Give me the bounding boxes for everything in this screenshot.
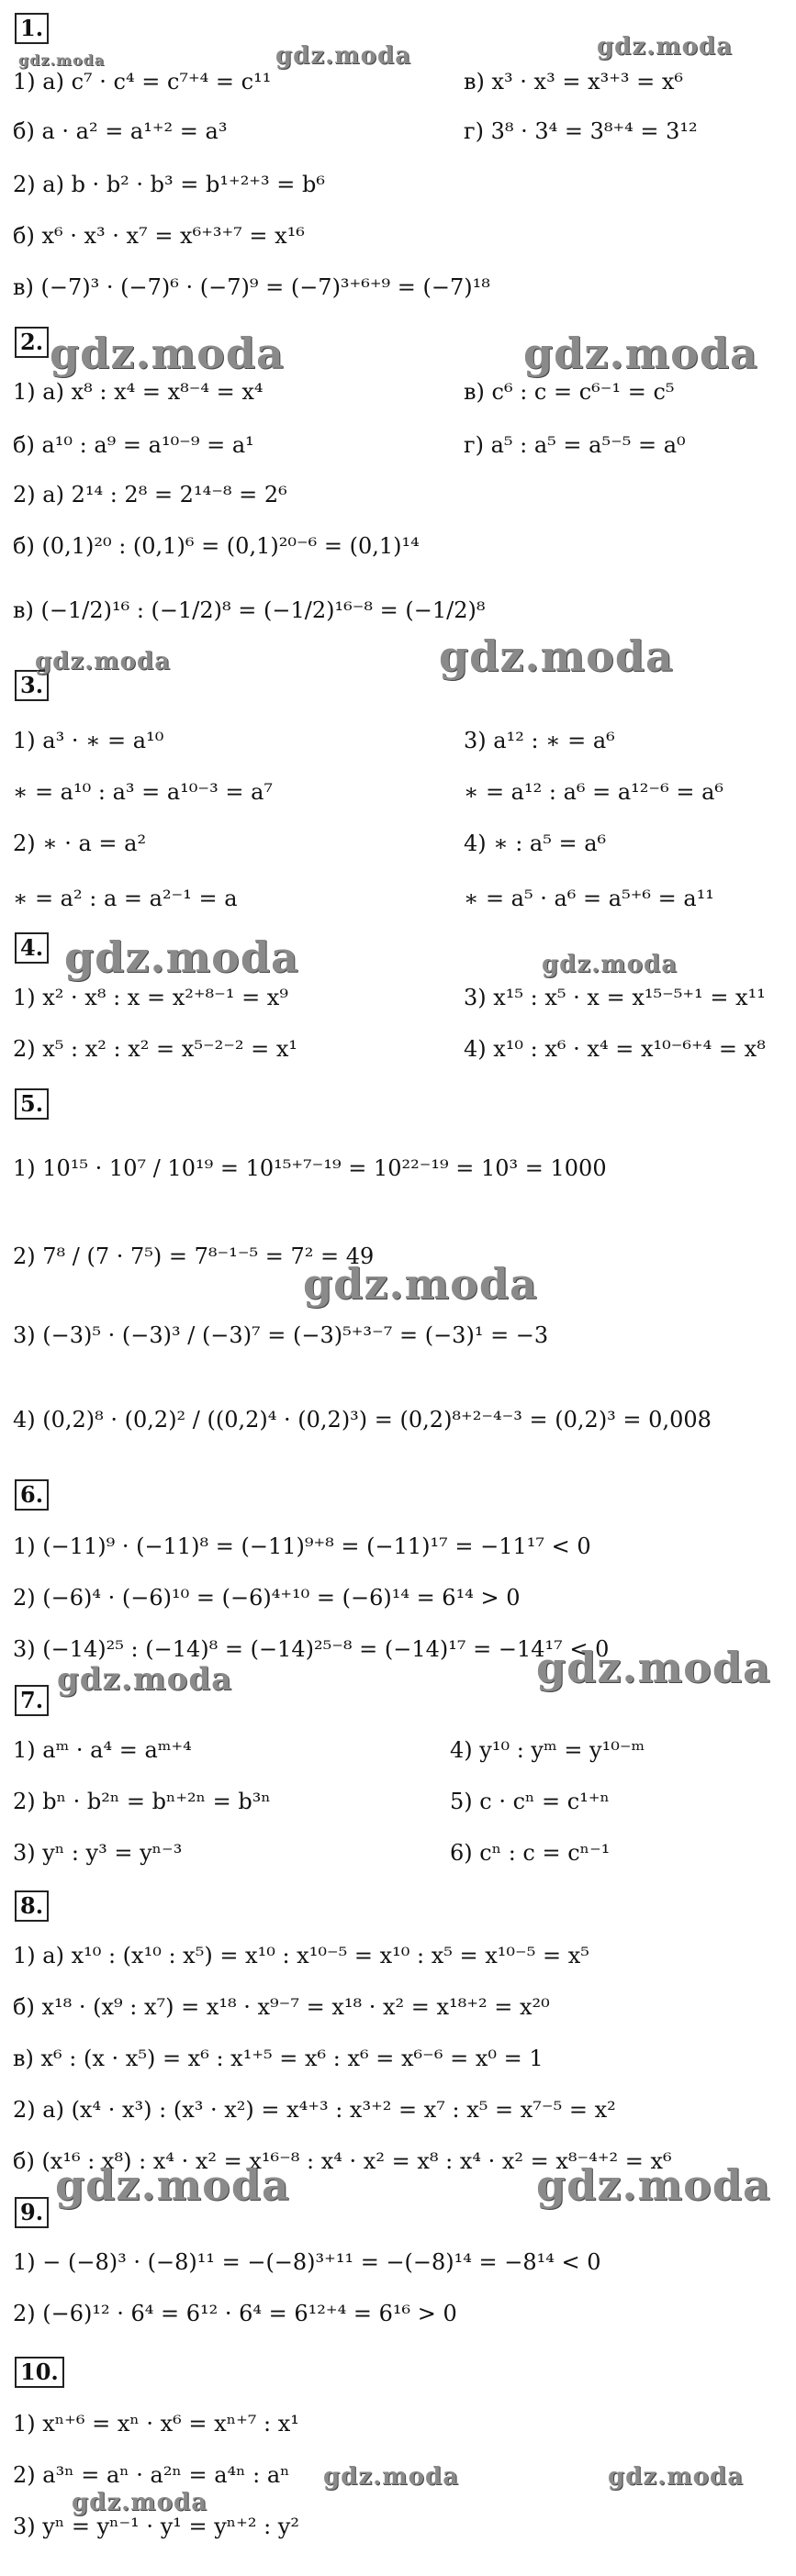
task-7-line-4: 5) c · cⁿ = c¹⁺ⁿ — [450, 1789, 610, 1814]
task-1-line-3: б) a · a² = a¹⁺² = a³ — [13, 118, 228, 144]
task-4-line-4: 4) x¹⁰ : x⁶ · x⁴ = x¹⁰⁻⁶⁺⁴ = x⁸ — [464, 1036, 766, 1062]
task-number-7: 7. — [15, 1685, 49, 1716]
task-1-line-4: г) 3⁸ · 3⁴ = 3⁸⁺⁴ = 3¹² — [464, 118, 698, 144]
task-9-line-2: 2) (−6)¹² · 6⁴ = 6¹² · 6⁴ = 6¹²⁺⁴ = 6¹⁶ > 0 — [13, 2301, 457, 2326]
task-7-line-6: 6) cⁿ : c = cⁿ⁻¹ — [450, 1840, 611, 1866]
task-number-6: 6. — [15, 1479, 49, 1511]
task-3-line-4: ∗ = a¹² : a⁶ = a¹²⁻⁶ = a⁶ — [464, 779, 724, 805]
task-5-line-1: 1) 10¹⁵ · 10⁷ / 10¹⁹ = 10¹⁵⁺⁷⁻¹⁹ = 10²²⁻¹⁹ = 10³ = 1000 — [13, 1155, 607, 1181]
task-2-line-6: б) (0,1)²⁰ : (0,1)⁶ = (0,1)²⁰⁻⁶ = (0,1)¹⁴ — [13, 533, 420, 559]
task-6-line-1: 1) (−11)⁹ · (−11)⁸ = (−11)⁹⁺⁸ = (−11)¹⁷ = −11¹⁷ < 0 — [13, 1533, 591, 1559]
watermark: gdz.moda — [439, 631, 674, 681]
task-2-line-4: г) a⁵ : a⁵ = a⁵⁻⁵ = a⁰ — [464, 432, 686, 458]
task-3-line-8: ∗ = a⁵ · a⁶ = a⁵⁺⁶ = a¹¹ — [464, 886, 714, 911]
task-10-line-1: 1) xⁿ⁺⁶ = xⁿ · x⁶ = xⁿ⁺⁷ : x¹ — [13, 2411, 299, 2437]
task-8-line-1: 1) а) x¹⁰ : (x¹⁰ : x⁵) = x¹⁰ : x¹⁰⁻⁵ = x¹⁰ : x⁵ = x¹⁰⁻⁵ = x⁵ — [13, 1943, 589, 1968]
task-number-3: 3. — [15, 670, 49, 701]
task-number-1: 1. — [15, 13, 49, 44]
task-5-line-3: 3) (−3)⁵ · (−3)³ / (−3)⁷ = (−3)⁵⁺³⁻⁷ = (−3)¹ = −3 — [13, 1322, 549, 1348]
task-3-line-6: 4) ∗ : a⁵ = a⁶ — [464, 831, 607, 856]
watermark: gdz.moda — [275, 42, 412, 70]
task-2-line-1: 1) а) x⁸ : x⁴ = x⁸⁻⁴ = x⁴ — [13, 379, 263, 405]
watermark: gdz.moda — [35, 648, 172, 675]
task-2-line-3: б) a¹⁰ : a⁹ = a¹⁰⁻⁹ = a¹ — [13, 432, 254, 458]
watermark: gdz.moda — [57, 1661, 233, 1698]
task-3-line-1: 1) a³ · ∗ = a¹⁰ — [13, 728, 164, 753]
watermark: gdz.moda — [303, 1259, 538, 1309]
task-5-line-2: 2) 7⁸ / (7 · 7⁵) = 7⁸⁻¹⁻⁵ = 7² = 49 — [13, 1243, 375, 1269]
task-7-line-5: 3) yⁿ : y³ = yⁿ⁻³ — [13, 1840, 183, 1866]
watermark: gdz.moda — [536, 1643, 771, 1692]
watermark: gdz.moda — [64, 932, 299, 982]
task-1-line-1: 1) а) c⁷ · c⁴ = c⁷⁺⁴ = c¹¹ — [13, 69, 272, 95]
task-3-line-3: ∗ = a¹⁰ : a³ = a¹⁰⁻³ = a⁷ — [13, 779, 274, 805]
task-number-4: 4. — [15, 932, 49, 964]
task-9-line-1: 1) − (−8)³ · (−8)¹¹ = −(−8)³⁺¹¹ = −(−8)¹⁴ = −8¹⁴ < 0 — [13, 2249, 601, 2275]
watermark: gdz.moda — [323, 2463, 460, 2491]
watermark: gdz.moda — [50, 329, 285, 378]
task-4-line-3: 2) x⁵ : x² : x² = x⁵⁻²⁻² = x¹ — [13, 1036, 298, 1062]
task-7-line-3: 2) bⁿ · b²ⁿ = bⁿ⁺²ⁿ = b³ⁿ — [13, 1789, 271, 1814]
task-4-line-1: 1) x² · x⁸ : x = x²⁺⁸⁻¹ = x⁹ — [13, 985, 288, 1010]
task-3-line-2: 3) a¹² : ∗ = a⁶ — [464, 728, 615, 753]
task-4-line-2: 3) x¹⁵ : x⁵ · x = x¹⁵⁻⁵⁺¹ = x¹¹ — [464, 985, 766, 1010]
task-3-line-5: 2) ∗ · a = a² — [13, 831, 147, 856]
watermark: gdz.moda — [608, 2463, 745, 2491]
task-7-line-1: 1) aᵐ · a⁴ = aᵐ⁺⁴ — [13, 1737, 192, 1763]
watermark: gdz.moda — [18, 51, 106, 69]
task-10-line-2: 2) a³ⁿ = aⁿ · a²ⁿ = a⁴ⁿ : aⁿ — [13, 2462, 290, 2488]
task-1-line-2: в) x³ · x³ = x³⁺³ = x⁶ — [464, 69, 684, 95]
task-1-line-6: б) x⁶ · x³ · x⁷ = x⁶⁺³⁺⁷ = x¹⁶ — [13, 223, 305, 249]
task-2-line-7: в) (−1/2)¹⁶ : (−1/2)⁸ = (−1/2)¹⁶⁻⁸ = (−1/2)⁸ — [13, 597, 486, 623]
task-10-line-3: 3) yⁿ = yⁿ⁻¹ · y¹ = yⁿ⁺² : y² — [13, 2514, 299, 2539]
task-6-line-3: 3) (−14)²⁵ : (−14)⁸ = (−14)²⁵⁻⁸ = (−14)¹⁷ = −14¹⁷ < 0 — [13, 1636, 610, 1662]
watermark: gdz.moda — [542, 951, 678, 978]
task-3-line-7: ∗ = a² : a = a²⁻¹ = a — [13, 886, 238, 911]
watermark: gdz.moda — [55, 2160, 290, 2210]
task-8-line-5: б) (x¹⁶ : x⁸) : x⁴ · x² = x¹⁶⁻⁸ : x⁴ · x² = x⁸ : x⁴ · x² = x⁸⁻⁴⁺² = x⁶ — [13, 2148, 672, 2174]
task-8-line-2: б) x¹⁸ · (x⁹ : x⁷) = x¹⁸ · x⁹⁻⁷ = x¹⁸ · x² = x¹⁸⁺² = x²⁰ — [13, 1994, 550, 2020]
watermark: gdz.moda — [597, 33, 734, 61]
task-5-line-4: 4) (0,2)⁸ · (0,2)² / ((0,2)⁴ · (0,2)³) = (0,2)⁸⁺²⁻⁴⁻³ = (0,2)³ = 0,008 — [13, 1407, 712, 1433]
task-1-line-7: в) (−7)³ · (−7)⁶ · (−7)⁹ = (−7)³⁺⁶⁺⁹ = (−7)¹⁸ — [13, 274, 490, 300]
task-7-line-2: 4) y¹⁰ : yᵐ = y¹⁰⁻ᵐ — [450, 1737, 645, 1763]
task-6-line-2: 2) (−6)⁴ · (−6)¹⁰ = (−6)⁴⁺¹⁰ = (−6)¹⁴ = 6¹⁴ > 0 — [13, 1585, 521, 1611]
task-number-9: 9. — [15, 2197, 49, 2228]
task-8-line-3: в) x⁶ : (x · x⁵) = x⁶ : x¹⁺⁵ = x⁶ : x⁶ = x⁶⁻⁶ = x⁰ = 1 — [13, 2046, 544, 2071]
watermark: gdz.moda — [523, 329, 758, 378]
task-number-2: 2. — [15, 327, 49, 358]
task-1-line-5: 2) а) b · b² · b³ = b¹⁺²⁺³ = b⁶ — [13, 172, 325, 197]
task-number-8: 8. — [15, 1890, 49, 1922]
task-number-5: 5. — [15, 1088, 49, 1120]
task-number-10: 10. — [15, 2357, 64, 2388]
task-2-line-5: 2) а) 2¹⁴ : 2⁸ = 2¹⁴⁻⁸ = 2⁶ — [13, 482, 287, 507]
task-2-line-2: в) c⁶ : c = c⁶⁻¹ = c⁵ — [464, 379, 675, 405]
watermark: gdz.moda — [72, 2489, 208, 2516]
task-8-line-4: 2) а) (x⁴ · x³) : (x³ · x²) = x⁴⁺³ : x³⁺² = x⁷ : x⁵ = x⁷⁻⁵ = x² — [13, 2097, 616, 2123]
watermark: gdz.moda — [536, 2160, 771, 2210]
